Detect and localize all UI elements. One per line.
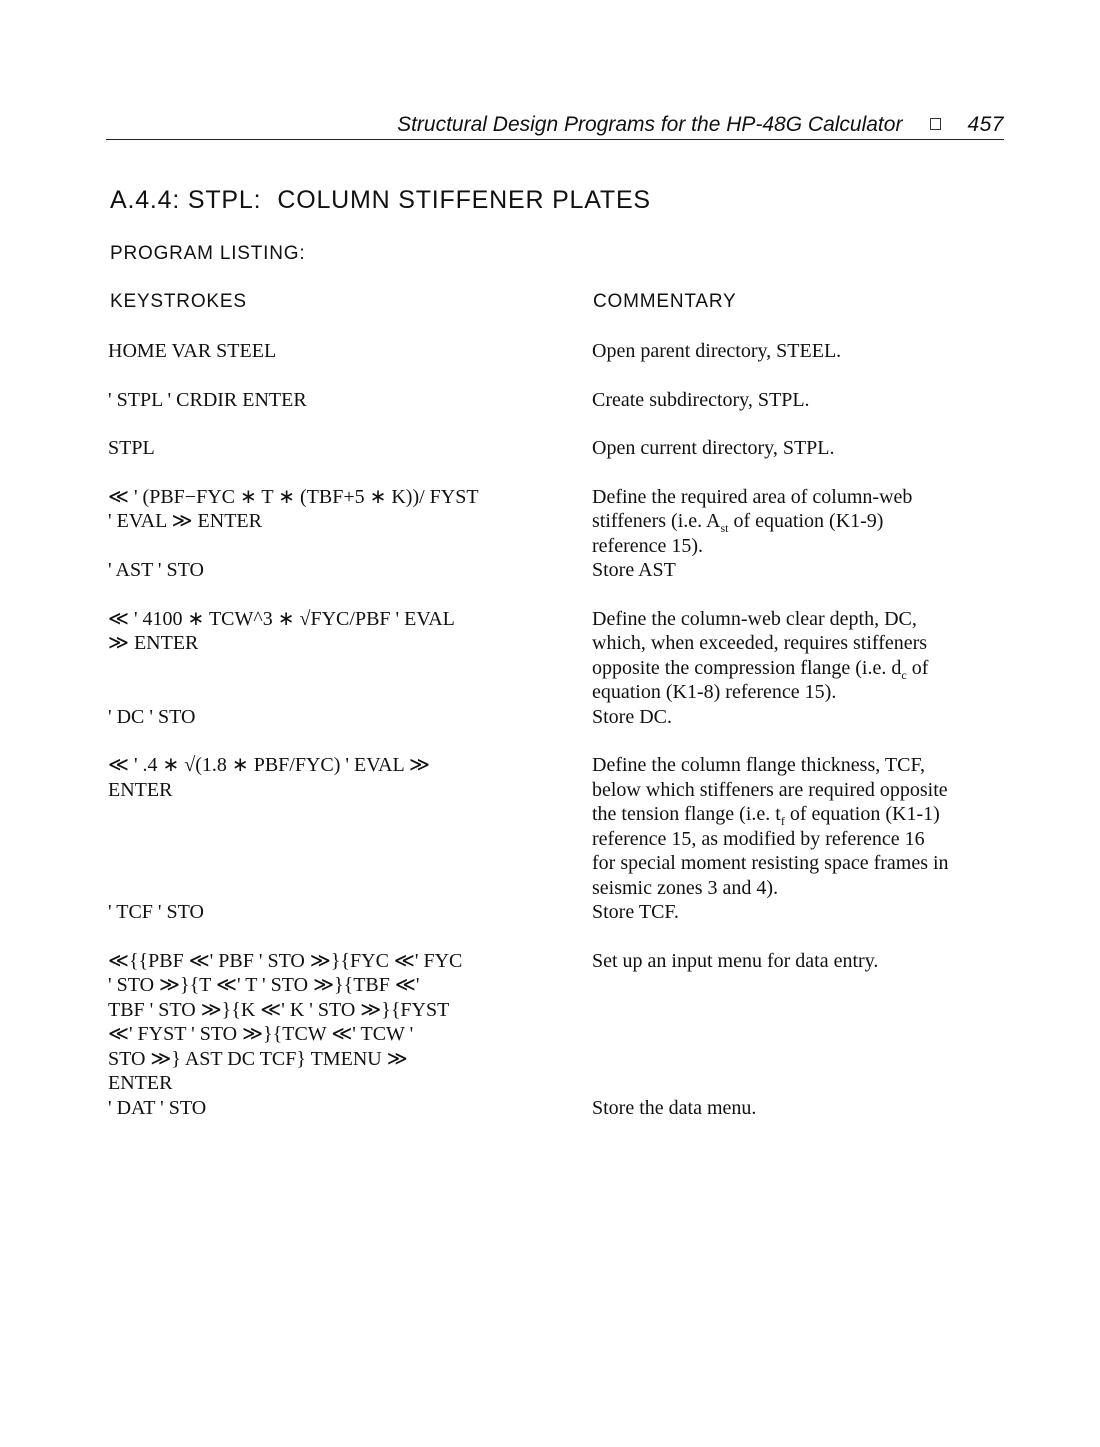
keystroke-line: ' STO ≫}{T ≪' T ' STO ≫}{TBF ≪': [108, 974, 420, 996]
commentary-text: the tension flange (i.e. t: [592, 803, 781, 825]
commentary-line: Define the required area of column-web: [592, 485, 913, 508]
commentary-cell: [592, 753, 1002, 900]
keystroke-line: TBF ' STO ≫}{K ≪' K ' STO ≫}{FYST: [108, 998, 450, 1021]
keystroke-cell: [108, 388, 592, 413]
commentary-line: [592, 509, 1002, 534]
listing-row: [108, 753, 1008, 900]
commentary-cell: [592, 436, 1002, 461]
section-title: [110, 186, 651, 215]
listing-row: [108, 558, 1008, 583]
square-bullet-icon: [930, 118, 941, 130]
commentary-column-heading: COMMENTARY: [593, 291, 737, 312]
commentary-line: Open parent directory, STEEL.: [592, 340, 842, 362]
subscript-st: st: [720, 521, 729, 535]
commentary-cell: [592, 705, 1002, 730]
listing-row: [108, 949, 1008, 1096]
commentary-line: Store TCF.: [592, 901, 679, 923]
section-name: COLUMN STIFFENER PLATES: [277, 186, 651, 214]
listing-row: [108, 900, 1008, 925]
section-number: A.4.4:: [110, 186, 181, 214]
keystroke-cell: [108, 436, 592, 461]
keystroke-line: ' STPL ' CRDIR ENTER: [108, 388, 307, 411]
commentary-line: Store AST: [592, 559, 676, 581]
subscript-c: c: [901, 667, 907, 682]
keystroke-line: STO ≫} AST DC TCF} TMENU ≫: [108, 1047, 408, 1070]
commentary-line: Open current directory, STPL.: [592, 437, 835, 459]
keystroke-cell: [108, 339, 592, 364]
keystroke-cell: [108, 705, 592, 730]
commentary-line: [592, 802, 1002, 827]
subscript-f: f: [780, 814, 785, 828]
listing-row: [108, 1096, 1008, 1121]
keystroke-cell: [108, 607, 592, 705]
running-header-title: Structural Design Programs for the HP-48G Calculator: [397, 113, 903, 136]
commentary-cell: [592, 607, 1002, 705]
keystroke-cell: [108, 949, 592, 1096]
running-header-text: [397, 113, 1004, 137]
commentary-line: Store DC.: [592, 705, 672, 728]
commentary-text: of equation (K1-9): [728, 510, 884, 532]
commentary-line: Set up an input menu for data entry.: [592, 949, 879, 972]
program-listing-table: [108, 339, 1008, 1144]
commentary-cell: [592, 388, 1002, 413]
commentary-line: Define the column flange thickness, TCF,: [592, 754, 925, 776]
keystroke-line: ' EVAL ≫ ENTER: [108, 510, 262, 532]
keystroke-line: ≪ ' 4100 ∗ TCW^3 ∗ √FYC/PBF ' EVAL: [108, 607, 455, 630]
listing-row: [108, 436, 1008, 461]
keystrokes-column-heading: KEYSTROKES: [110, 291, 247, 312]
commentary-line: below which stiffeners are required opposite: [592, 778, 948, 801]
keystroke-line: ENTER: [108, 1072, 173, 1094]
commentary-line: Store the data menu.: [592, 1096, 757, 1119]
keystroke-line: ≫ ENTER: [108, 632, 199, 654]
commentary-cell: [592, 485, 1002, 559]
keystroke-cell: [108, 1096, 592, 1121]
keystroke-line: ≪' FYST ' STO ≫}{TCW ≪' TCW ': [108, 1023, 414, 1045]
keystroke-cell: [108, 485, 592, 559]
keystroke-cell: [108, 558, 592, 583]
running-header: [106, 113, 1004, 140]
commentary-cell: [592, 1096, 1002, 1121]
commentary-line: which, when exceeded, requires stiffeners: [592, 632, 928, 654]
commentary-line: [592, 656, 1002, 681]
commentary-text: opposite the compression flange (i.e. d: [592, 656, 902, 679]
keystroke-cell: [108, 900, 592, 925]
listing-row: [108, 339, 1008, 364]
listing-row: [108, 388, 1008, 413]
commentary-line: equation (K1-8) reference 15).: [592, 681, 837, 703]
keystroke-line: ' TCF ' STO: [108, 901, 204, 923]
commentary-line: reference 15).: [592, 534, 704, 557]
listing-row: [108, 485, 1008, 559]
commentary-cell: [592, 558, 1002, 583]
keystroke-line: ' DC ' STO: [108, 705, 196, 728]
commentary-text: stiffeners (i.e. A: [592, 510, 721, 532]
commentary-cell: [592, 900, 1002, 925]
keystroke-line: STPL: [108, 437, 155, 459]
commentary-line: Define the column-web clear depth, DC,: [592, 607, 917, 630]
program-name: STPL:: [187, 186, 262, 214]
program-listing-heading: PROGRAM LISTING:: [110, 243, 306, 264]
listing-row: [108, 705, 1008, 730]
listing-row: [108, 607, 1008, 705]
commentary-cell: [592, 339, 1002, 364]
page-number: 457: [967, 113, 1004, 136]
commentary-text: of: [906, 656, 929, 679]
keystroke-line: ≪{{PBF ≪' PBF ' STO ≫}{FYC ≪' FYC: [108, 949, 463, 972]
keystroke-line: ' DAT ' STO: [108, 1096, 207, 1119]
commentary-line: for special moment resisting space frames in: [592, 852, 949, 874]
commentary-cell: [592, 949, 1002, 1096]
keystroke-line: HOME VAR STEEL: [108, 340, 277, 362]
keystroke-line: ≪ ' .4 ∗ √(1.8 ∗ PBF/FYC) ' EVAL ≫: [108, 754, 430, 776]
commentary-text: of equation (K1-1): [784, 803, 940, 825]
commentary-line: seismic zones 3 and 4).: [592, 876, 779, 899]
keystroke-line: ENTER: [108, 778, 173, 801]
keystroke-line: ' AST ' STO: [108, 559, 204, 581]
keystroke-cell: [108, 753, 592, 900]
commentary-line: Create subdirectory, STPL.: [592, 388, 810, 411]
commentary-line: reference 15, as modified by reference 16: [592, 827, 925, 850]
keystroke-line: ≪ ' (PBF−FYC ∗ T ∗ (TBF+5 ∗ K))/ FYST: [108, 485, 479, 508]
